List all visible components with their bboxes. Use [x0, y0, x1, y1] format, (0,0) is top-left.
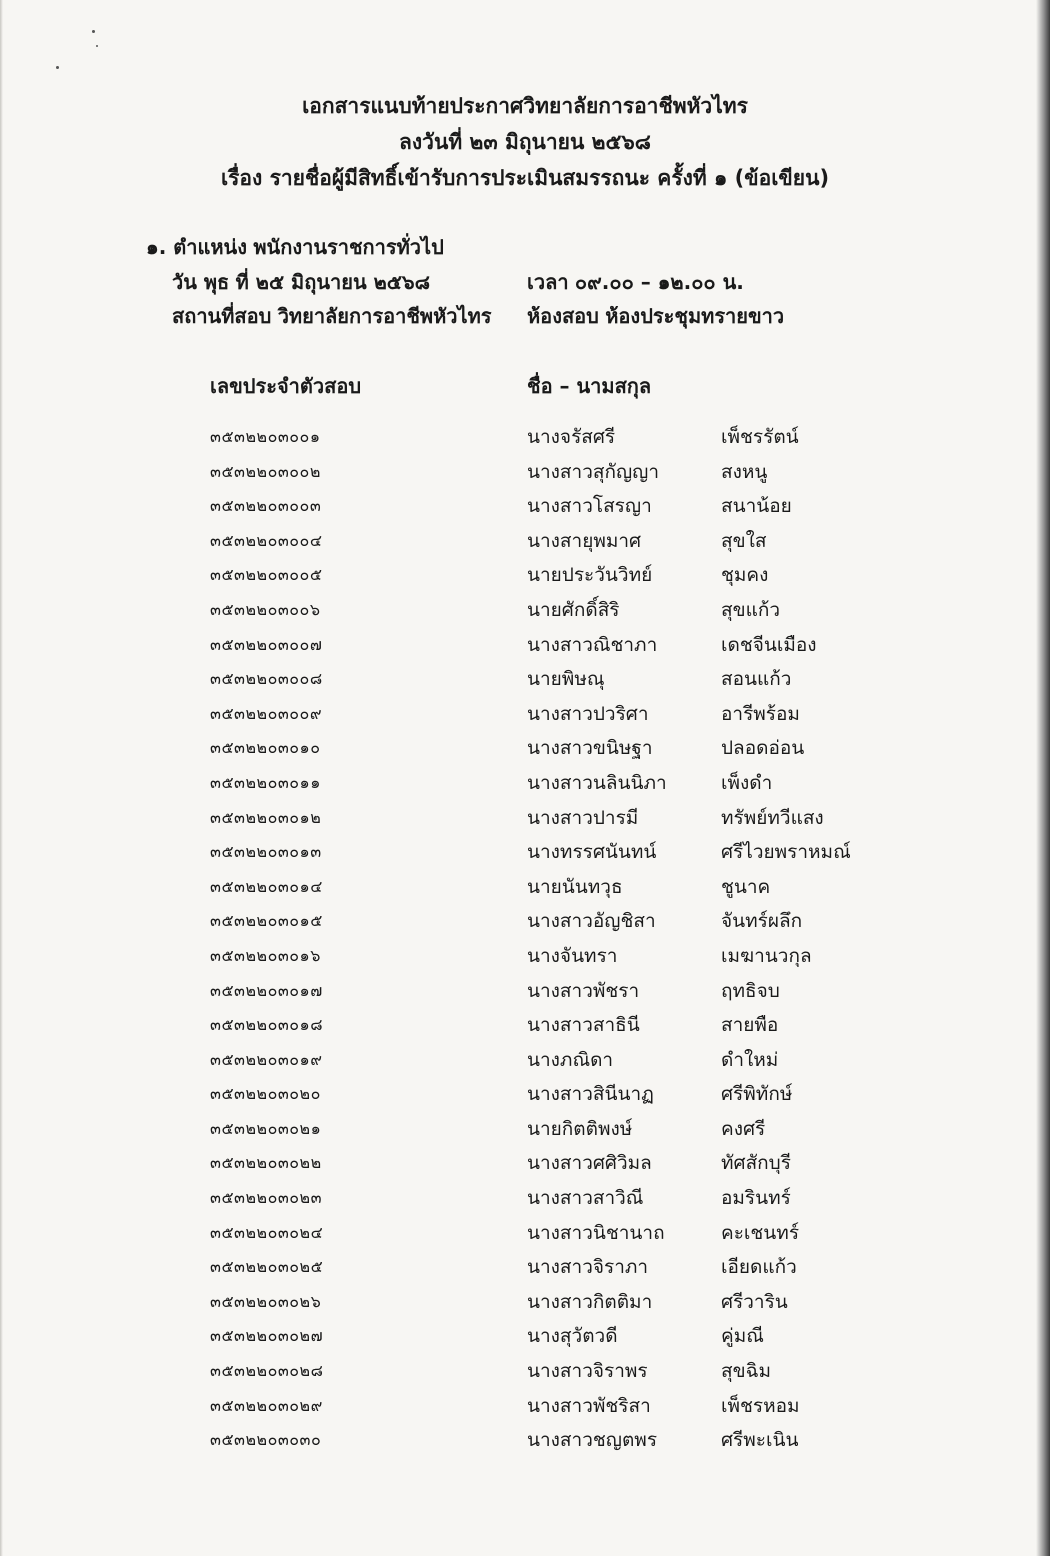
candidate-row: [0, 1111, 1050, 1146]
candidate-exam-id: ๓๕๓๒๒๐๓๐๑๖: [210, 945, 321, 965]
candidate-exam-id: ๓๕๓๒๒๐๓๐๑๕: [210, 911, 323, 931]
candidate-first-name: นางทรรศนันทน์: [527, 841, 657, 864]
position-line: [146, 230, 444, 264]
candidate-last-name: เพ็ชรหอม: [721, 1394, 800, 1417]
candidate-first-name: นางสาวขนิษฐา: [527, 737, 653, 760]
candidate-last-name: ดำใหม่: [721, 1048, 779, 1071]
position-label: ๑. ตำแหน่ง: [146, 235, 247, 259]
candidate-first-name: นายนันทวุธ: [527, 875, 623, 898]
candidate-exam-id: ๓๕๓๒๒๐๓๐๒๐: [210, 1084, 321, 1104]
candidate-exam-id: ๓๕๓๒๒๐๓๐๒๘: [210, 1361, 324, 1381]
candidate-exam-id: ๓๕๓๒๒๐๓๐๑๙: [210, 1049, 323, 1069]
candidate-first-name: นางสาวโสรญา: [527, 495, 652, 518]
candidate-exam-id: ๓๕๓๒๒๐๓๐๒๑: [210, 1118, 322, 1138]
candidate-last-name: สุขใส: [721, 529, 767, 552]
candidate-last-name: ชุมคง: [721, 564, 769, 587]
candidate-first-name: นางสาวจิราภา: [527, 1256, 649, 1279]
candidate-row: [0, 1042, 1050, 1077]
venue-label: สถานที่สอบ: [172, 304, 272, 328]
candidate-exam-id: ๓๕๓๒๒๐๓๐๐๙: [210, 703, 323, 723]
candidate-exam-id: ๓๕๓๒๒๐๓๐๑๗: [210, 980, 323, 1000]
candidate-last-name: คู่มณี: [721, 1325, 764, 1348]
scan-speck: [56, 66, 59, 69]
candidate-first-name: นางสาวกิตติมา: [527, 1290, 653, 1313]
candidate-exam-id: ๓๕๓๒๒๐๓๐๓๐: [210, 1430, 322, 1450]
room-label: ห้องสอบ: [527, 304, 599, 328]
candidate-row: [0, 627, 1050, 662]
candidate-last-name: เพ็ชรรัตน์: [721, 426, 799, 448]
candidate-row: [0, 1145, 1050, 1180]
candidate-row: [0, 1076, 1050, 1111]
candidate-exam-id: ๓๕๓๒๒๐๓๐๒๔: [210, 1222, 324, 1242]
candidate-first-name: นางสาวณิชาภา: [527, 633, 658, 656]
candidate-exam-id: ๓๕๓๒๒๐๓๐๑๔: [210, 876, 323, 896]
candidate-row: [0, 730, 1050, 765]
candidate-last-name: ศรีไวยพราหมณ์: [721, 841, 851, 864]
scan-speck: [92, 30, 95, 33]
candidate-first-name: นางสาวสาวิณี: [527, 1187, 644, 1210]
candidate-last-name: เมฆานวกุล: [721, 944, 812, 967]
candidate-last-name: อารีพร้อม: [721, 702, 800, 725]
candidate-row: [0, 488, 1050, 523]
candidate-exam-id: ๓๕๓๒๒๐๓๐๐๓: [210, 496, 322, 516]
candidate-first-name: นางสายุพมาศ: [527, 529, 642, 552]
candidate-row: [0, 800, 1050, 835]
candidate-first-name: นางภณิดา: [527, 1048, 614, 1071]
candidate-row: [0, 869, 1050, 904]
candidate-last-name: ชูนาค: [721, 875, 771, 898]
candidate-first-name: นางสาวนลินนิภา: [527, 771, 667, 794]
candidate-first-name: นางสาวพัชริสา: [527, 1394, 651, 1417]
candidate-first-name: นางสาวนิชานาถ: [527, 1221, 665, 1244]
candidate-last-name: ทรัพย์ทวีแสง: [721, 806, 824, 829]
candidate-exam-id: ๓๕๓๒๒๐๓๐๐๘: [210, 669, 323, 689]
date-line: [172, 265, 430, 299]
candidate-exam-id: ๓๕๓๒๒๐๓๐๐๗: [210, 634, 323, 654]
candidate-last-name: ทัศสักบุรี: [721, 1152, 791, 1175]
candidate-row: [0, 765, 1050, 800]
candidate-row: [0, 1180, 1050, 1215]
candidate-first-name: นางสาวชญตพร: [527, 1429, 658, 1452]
candidate-last-name: ฤทธิจบ: [721, 979, 780, 1002]
candidate-exam-id: ๓๕๓๒๒๐๓๐๒๙: [210, 1395, 323, 1415]
venue-value: วิทยาลัยการอาชีพหัวไทร: [277, 304, 492, 328]
candidate-first-name: นางสาวสาธินี: [527, 1014, 640, 1037]
column-header-name: ชื่อ – นามสกุล: [527, 374, 652, 398]
candidate-last-name: คงศรี: [721, 1117, 766, 1140]
candidate-row: [0, 1007, 1050, 1042]
candidate-last-name: อมรินทร์: [721, 1187, 791, 1210]
candidate-exam-id: ๓๕๓๒๒๐๓๐๒๒: [210, 1153, 322, 1173]
candidate-last-name: สนาน้อย: [721, 495, 792, 518]
room-value: ห้องประชุมทรายขาว: [605, 304, 785, 328]
candidate-last-name: เอียดแก้ว: [721, 1256, 797, 1279]
header-title: เอกสารแนบท้ายประกาศวิทยาลัยการอาชีพหัวไทร: [302, 94, 748, 118]
candidate-row: [0, 903, 1050, 938]
candidate-last-name: จันทร์ผลึก: [721, 910, 803, 933]
candidate-exam-id: ๓๕๓๒๒๐๓๐๐๒: [210, 461, 321, 481]
candidate-last-name: ศรีวาริน: [721, 1290, 788, 1313]
candidate-exam-id: ๓๕๓๒๒๐๓๐๑๒: [210, 807, 322, 827]
candidate-row: [0, 1318, 1050, 1353]
candidate-row: [0, 834, 1050, 869]
candidate-row: [0, 1422, 1050, 1457]
candidate-exam-id: ๓๕๓๒๒๐๓๐๑๓: [210, 842, 322, 862]
header-subject: เรื่อง รายชื่อผู้มีสิทธิ์เข้ารับการประเมินสมรรถนะ ครั้งที่ ๑ (ข้อเขียน): [220, 166, 830, 190]
room-line: [527, 299, 784, 333]
time-label: เวลา: [527, 270, 569, 294]
candidate-last-name: สอนแก้ว: [721, 668, 792, 691]
candidate-exam-id: ๓๕๓๒๒๐๓๐๑๐: [210, 738, 321, 758]
candidate-last-name: สายพือ: [721, 1014, 779, 1037]
candidate-exam-id: ๓๕๓๒๒๐๓๐๒๕: [210, 1257, 324, 1277]
candidate-exam-id: ๓๕๓๒๒๐๓๐๐๖: [210, 599, 321, 619]
candidate-last-name: เพ็งดำ: [721, 771, 773, 794]
candidate-first-name: นางสาวสินีนาฏ: [527, 1083, 654, 1106]
candidate-last-name: สงหนู: [721, 460, 768, 483]
candidate-last-name: สุขฉิม: [721, 1360, 772, 1383]
candidate-first-name: นายพิษณุ: [527, 668, 605, 691]
candidate-exam-id: ๓๕๓๒๒๐๓๐๑๘: [210, 1015, 324, 1035]
candidate-last-name: ศรีพะเนิน: [721, 1429, 799, 1452]
candidate-row: [0, 1215, 1050, 1250]
candidate-first-name: นางสาวพัชรา: [527, 979, 640, 1002]
candidate-first-name: นางสาวปวริศา: [527, 702, 649, 725]
position-value: พนักงานราชการทั่วไป: [253, 235, 444, 259]
candidate-first-name: นางสาวอัญชิสา: [527, 910, 656, 933]
candidate-last-name: ศรีพิทักษ์: [721, 1083, 793, 1106]
candidate-exam-id: ๓๕๓๒๒๐๓๐๒๓: [210, 1188, 323, 1208]
candidate-first-name: นายประวันวิทย์: [527, 564, 653, 587]
candidate-exam-id: ๓๕๓๒๒๐๓๐๑๑: [210, 772, 321, 792]
candidate-exam-id: ๓๕๓๒๒๐๓๐๐๑: [210, 427, 321, 446]
candidate-row: [0, 557, 1050, 592]
candidate-first-name: นายศักดิ์สิริ: [527, 598, 620, 621]
candidate-first-name: นางสุวัตวดี: [527, 1325, 618, 1348]
document-header: [0, 88, 1050, 196]
candidate-first-name: นางสาวปารมี: [527, 806, 639, 829]
candidate-first-name: นางสาวสุกัญญา: [527, 460, 660, 483]
candidate-first-name: นางสาวจิราพร: [527, 1360, 648, 1383]
candidate-last-name: คะเชนทร์: [721, 1221, 800, 1244]
candidate-row: [0, 938, 1050, 973]
date-value: ที่ ๒๕ มิถุนายน ๒๕๖๘: [235, 270, 431, 294]
time-line: [527, 265, 744, 299]
candidate-exam-id: ๓๕๓๒๒๐๓๐๒๖: [210, 1291, 322, 1311]
candidate-first-name: นางจันทรา: [527, 944, 618, 967]
candidate-last-name: ปลอดอ่อน: [721, 737, 805, 760]
candidate-exam-id: ๓๕๓๒๒๐๓๐๐๔: [210, 530, 323, 550]
candidate-row: [0, 973, 1050, 1008]
candidate-last-name: สุขแก้ว: [721, 598, 781, 621]
column-header-exam-id: เลขประจำตัวสอบ: [210, 374, 362, 398]
venue-line: [172, 299, 492, 333]
time-value: ๐๙.๐๐ – ๑๒.๐๐ น.: [574, 270, 744, 294]
candidate-row: [0, 1353, 1050, 1388]
candidate-row: [0, 1249, 1050, 1284]
candidate-row: [0, 696, 1050, 731]
date-label: วัน พุธ: [172, 270, 230, 294]
candidate-first-name: นายกิตติพงษ์: [527, 1117, 633, 1140]
candidate-row: [0, 661, 1050, 696]
candidate-row: [0, 419, 1050, 454]
candidate-first-name: นางจรัสศรี: [527, 426, 616, 448]
candidate-last-name: เดชจีนเมือง: [721, 633, 817, 656]
candidate-exam-id: ๓๕๓๒๒๐๓๐๐๕: [210, 565, 323, 585]
candidate-list: [0, 419, 1050, 1457]
candidate-exam-id: ๓๕๓๒๒๐๓๐๒๗: [210, 1326, 324, 1346]
candidate-first-name: นางสาวศศิวิมล: [527, 1152, 652, 1175]
candidate-row: [0, 592, 1050, 627]
candidate-row: [0, 454, 1050, 489]
candidate-row: [0, 1388, 1050, 1423]
candidate-row: [0, 523, 1050, 558]
scan-speck: [96, 45, 98, 47]
candidate-row: [0, 1284, 1050, 1319]
header-date: ลงวันที่ ๒๓ มิถุนายน ๒๕๖๘: [399, 130, 651, 154]
